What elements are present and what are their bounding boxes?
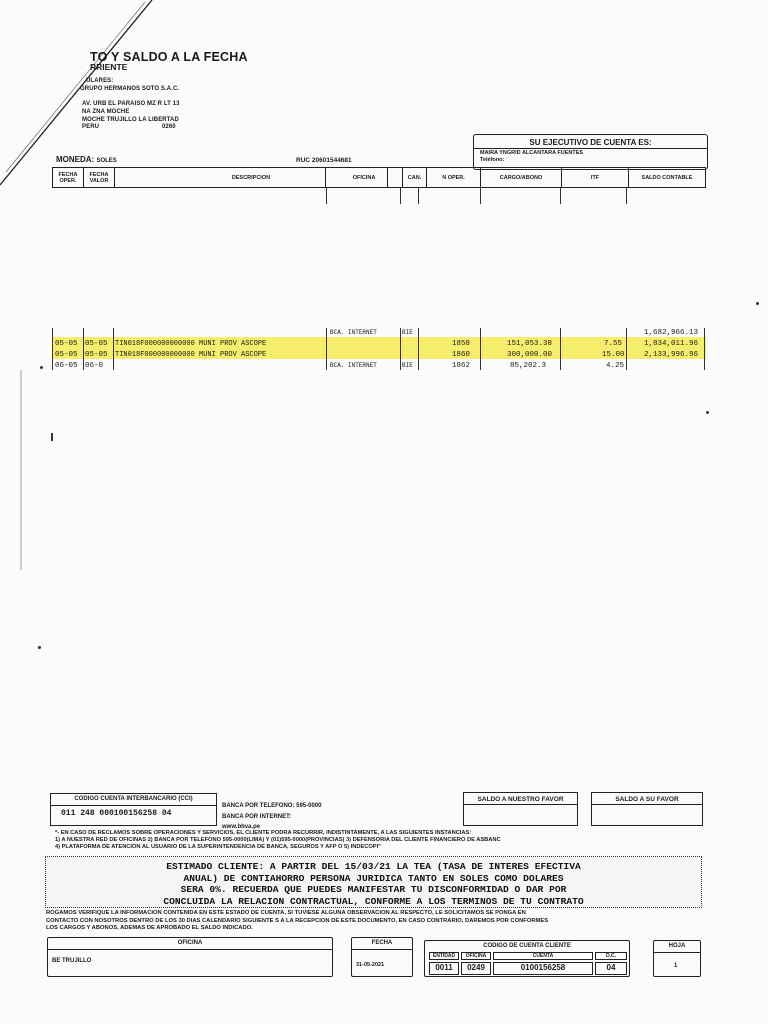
postal-code: 0260 bbox=[162, 124, 176, 130]
footer-fecha-value: 31-05-2021 bbox=[356, 962, 385, 968]
transactions-table-header bbox=[52, 167, 706, 188]
currency-value: SOLES bbox=[96, 158, 117, 164]
col-divider bbox=[626, 188, 627, 204]
row-cargo-abono: 300,000.00 bbox=[507, 351, 553, 359]
row-n-oper: 1862 bbox=[452, 362, 471, 370]
col-oficina: OFICINA bbox=[325, 168, 403, 187]
entidad-label: ENTIDAD bbox=[429, 952, 459, 960]
executive-title: SU EJECUTIVO DE CUENTA ES: bbox=[529, 138, 652, 147]
currency-label: MONEDA: bbox=[56, 155, 95, 164]
footer-oficina-label: OFICINA bbox=[177, 940, 203, 946]
dc-label: D.C. bbox=[595, 952, 627, 960]
table-row bbox=[52, 340, 706, 350]
row-n-oper: 1860 bbox=[452, 351, 471, 359]
entidad-value: 0011 bbox=[429, 962, 459, 975]
col-itf: ITF bbox=[562, 168, 629, 187]
ruc-number: RUC 20601544681 bbox=[296, 157, 352, 164]
footer-codigo-label: CODIGO DE CUENTA CLIENTE bbox=[483, 943, 571, 949]
scan-speck bbox=[38, 646, 41, 649]
footer-hoja-box bbox=[653, 940, 701, 977]
reclamos-line: 4) PLATAFORMA DE ATENCION AL USUARIO DE LA SUPERINTENDENCIA DE BANCA, SEGUROS Y AFP O 5) INDECOPI" bbox=[55, 844, 381, 850]
cci-label: CODIGO CUENTA INTERBANCARIO (CCI) bbox=[74, 796, 193, 802]
currency bbox=[56, 155, 117, 164]
oficina-code-value: 0249 bbox=[461, 962, 491, 975]
account-type: RRIENTE bbox=[90, 62, 128, 72]
verification-line: ROGAMOS VERIFIQUE LA INFORMACION CONTENIDA EN ESTE ESTADO DE CUENTA, SI TUVIESE ALGUNA OBSERVACION AL RESPECTO, LE SOLICITAMOS SE PONGA EN bbox=[46, 910, 526, 916]
dc-value: 04 bbox=[595, 962, 627, 975]
saldo-su-favor-label: SALDO A SU FAVOR bbox=[615, 796, 679, 803]
col-divider bbox=[560, 188, 561, 204]
cci-value: 011 248 000100156258 04 bbox=[61, 809, 172, 818]
row-fecha-oper: 05-05 bbox=[55, 340, 78, 348]
row-itf: 4.25 bbox=[606, 362, 625, 370]
row-fecha-oper: 05-05 bbox=[55, 351, 78, 359]
row-fecha-oper: 06-05 bbox=[55, 362, 78, 370]
verification-line: CONTACTO CON NOSOTROS DENTRO DE LOS 30 DIAS CALENDARIO SIGUIENTE S A LA RECEPCION DE ESTE DOCUMENTO, EN CASO CONTRARIO, DAREMOS POR CONFORMES bbox=[46, 917, 549, 924]
saldo-nuestro-favor-box bbox=[463, 792, 578, 826]
verification-notice bbox=[46, 910, 548, 933]
address-line-2: NA ZNA MOCHE bbox=[82, 109, 130, 115]
executive-phone-label: Teléfono: bbox=[480, 157, 505, 163]
company-name: GRUPO HERMANOS SOTO S.A.C. bbox=[80, 86, 180, 92]
col-divider bbox=[400, 188, 401, 204]
row-saldo: 1,834,011.96 bbox=[644, 340, 699, 348]
row-canal: BIE bbox=[402, 362, 413, 369]
banca-internet: BANCA POR INTERNET: bbox=[222, 814, 292, 820]
table-row bbox=[52, 351, 706, 361]
row-cargo-abono: 151,053.38 bbox=[507, 340, 553, 348]
scan-speck bbox=[40, 366, 43, 369]
notice-line: SERA 0%. RECUERDA QUE PUEDES MANIFESTAR TU DISCONFORMIDAD O DAR POR bbox=[180, 884, 567, 895]
reclamos-line: 1) A NUESTRA RED DE OFICINAS 2) BANCA POR TELEFONO 595-0000(LIMA) Y (01)595-0000(PROVINCIAS) 3) DEFENSORIA DEL CLIENTE FINANCIERO DE ASBANC bbox=[55, 837, 501, 843]
scan-speck bbox=[20, 370, 22, 570]
footer-fecha-label: FECHA bbox=[371, 940, 393, 946]
notice-line: ESTIMADO CLIENTE: A PARTIR DEL 15/03/21 LA TEA (TASA DE INTERES EFECTIVA bbox=[166, 861, 581, 872]
table-row bbox=[52, 329, 706, 339]
reclamos-line: *- EN CASO DE RECLAMOS SOBRE OPERACIONES Y SERVICIOS, EL CLIENTE PODRA RECURRIR, INDISTINTAMENTE, A LAS SIGUIENTES INSTANCIAS: bbox=[55, 830, 472, 836]
footer-codigo-box bbox=[424, 940, 630, 977]
col-canal: CAN. bbox=[403, 168, 427, 187]
row-fecha-valor: 06-0 bbox=[85, 362, 104, 370]
table-row bbox=[52, 362, 706, 372]
scan-speck bbox=[706, 411, 709, 414]
row-cargo-abono: 85,202.3 bbox=[510, 362, 547, 370]
row-canal: BIE bbox=[402, 329, 413, 336]
col-saldo-contable: SALDO CONTABLE bbox=[641, 174, 693, 181]
saldo-nuestro-favor-label: SALDO A NUESTRO FAVOR bbox=[477, 796, 564, 803]
banca-telefono: BANCA POR TELEFONO: 595-0000 bbox=[222, 803, 322, 809]
col-divider bbox=[326, 188, 327, 204]
footer-fecha-box bbox=[351, 937, 413, 977]
reclamos-text bbox=[55, 830, 501, 851]
footer-oficina-box bbox=[47, 937, 333, 977]
row-fecha-valor: 05-05 bbox=[85, 340, 108, 348]
row-descripcion: TIN018F000000000000 MUNI PROV ASCOPE bbox=[115, 340, 267, 348]
row-oficina: BCA. INTERNET bbox=[330, 329, 377, 336]
footer-oficina-value: BE TRUJILLO bbox=[52, 958, 92, 964]
row-saldo: 2,133,996.96 bbox=[644, 351, 699, 359]
cuenta-value: 0100156258 bbox=[493, 962, 593, 975]
col-fecha-oper: FECHA OPER. bbox=[53, 168, 84, 187]
client-notice-box bbox=[45, 856, 702, 908]
col-divider bbox=[480, 188, 481, 204]
address-line-1: AV. URB EL PARAISO MZ R LT 13 bbox=[82, 101, 180, 107]
scan-speck bbox=[756, 302, 759, 305]
row-itf: 15.00 bbox=[602, 351, 625, 359]
notice-line: ANUAL) DE CONTIAHORRO PERSONA JURIDICA TANTO EN SOLES COMO DOLARES bbox=[183, 872, 564, 884]
address-line-3: MOCHE TRUJILLO LA LIBERTAD bbox=[82, 117, 179, 123]
footer-hoja-label: HOJA bbox=[668, 943, 686, 949]
row-descripcion: TIN018F000000000000 MUNI PROV ASCOPE bbox=[115, 351, 267, 359]
cuenta-label: CUENTA bbox=[493, 952, 593, 960]
row-fecha-valor: 05-05 bbox=[85, 351, 108, 359]
col-descripcion: DESCRIPCION bbox=[115, 168, 388, 187]
cci-box bbox=[50, 793, 217, 826]
col-divider bbox=[418, 188, 419, 204]
footer-hoja-value: 1 bbox=[674, 963, 678, 969]
saldo-su-favor-box bbox=[591, 792, 703, 826]
row-oficina: BCA. INTERNET bbox=[330, 362, 377, 369]
titulares-label: ULARES: bbox=[86, 78, 114, 84]
executive-box bbox=[473, 134, 708, 170]
oficina-col-label: OFICINA bbox=[461, 952, 491, 960]
col-n-oper: N OPER. bbox=[427, 168, 481, 187]
country: PERU bbox=[82, 124, 100, 130]
row-saldo: 1,682,966.13 bbox=[644, 329, 699, 337]
col-fecha-valor: FECHA VALOR bbox=[84, 168, 115, 187]
scan-speck bbox=[51, 433, 53, 441]
banca-web: www.bbva.pe bbox=[222, 824, 261, 830]
row-itf: 7.55 bbox=[604, 340, 623, 348]
row-n-oper: 1858 bbox=[452, 340, 471, 348]
verification-line: LOS CARGOS Y ABONOS, ADEMAS DE APROBADO EL SALDO INDICADO. bbox=[46, 925, 253, 931]
executive-name: MAIRA YNGRID ALCANTARA FUENTES bbox=[480, 150, 584, 156]
col-cargo-abono: CARGO/ABONO bbox=[481, 168, 562, 187]
client-notice bbox=[46, 861, 701, 907]
notice-line: CONCLUIDA LA RELACION CONTRACTUAL, CONFORME A LOS TERMINOS DE TU CONTRATO bbox=[163, 895, 584, 907]
statement-title: TO Y SALDO A LA FECHA bbox=[90, 50, 248, 64]
